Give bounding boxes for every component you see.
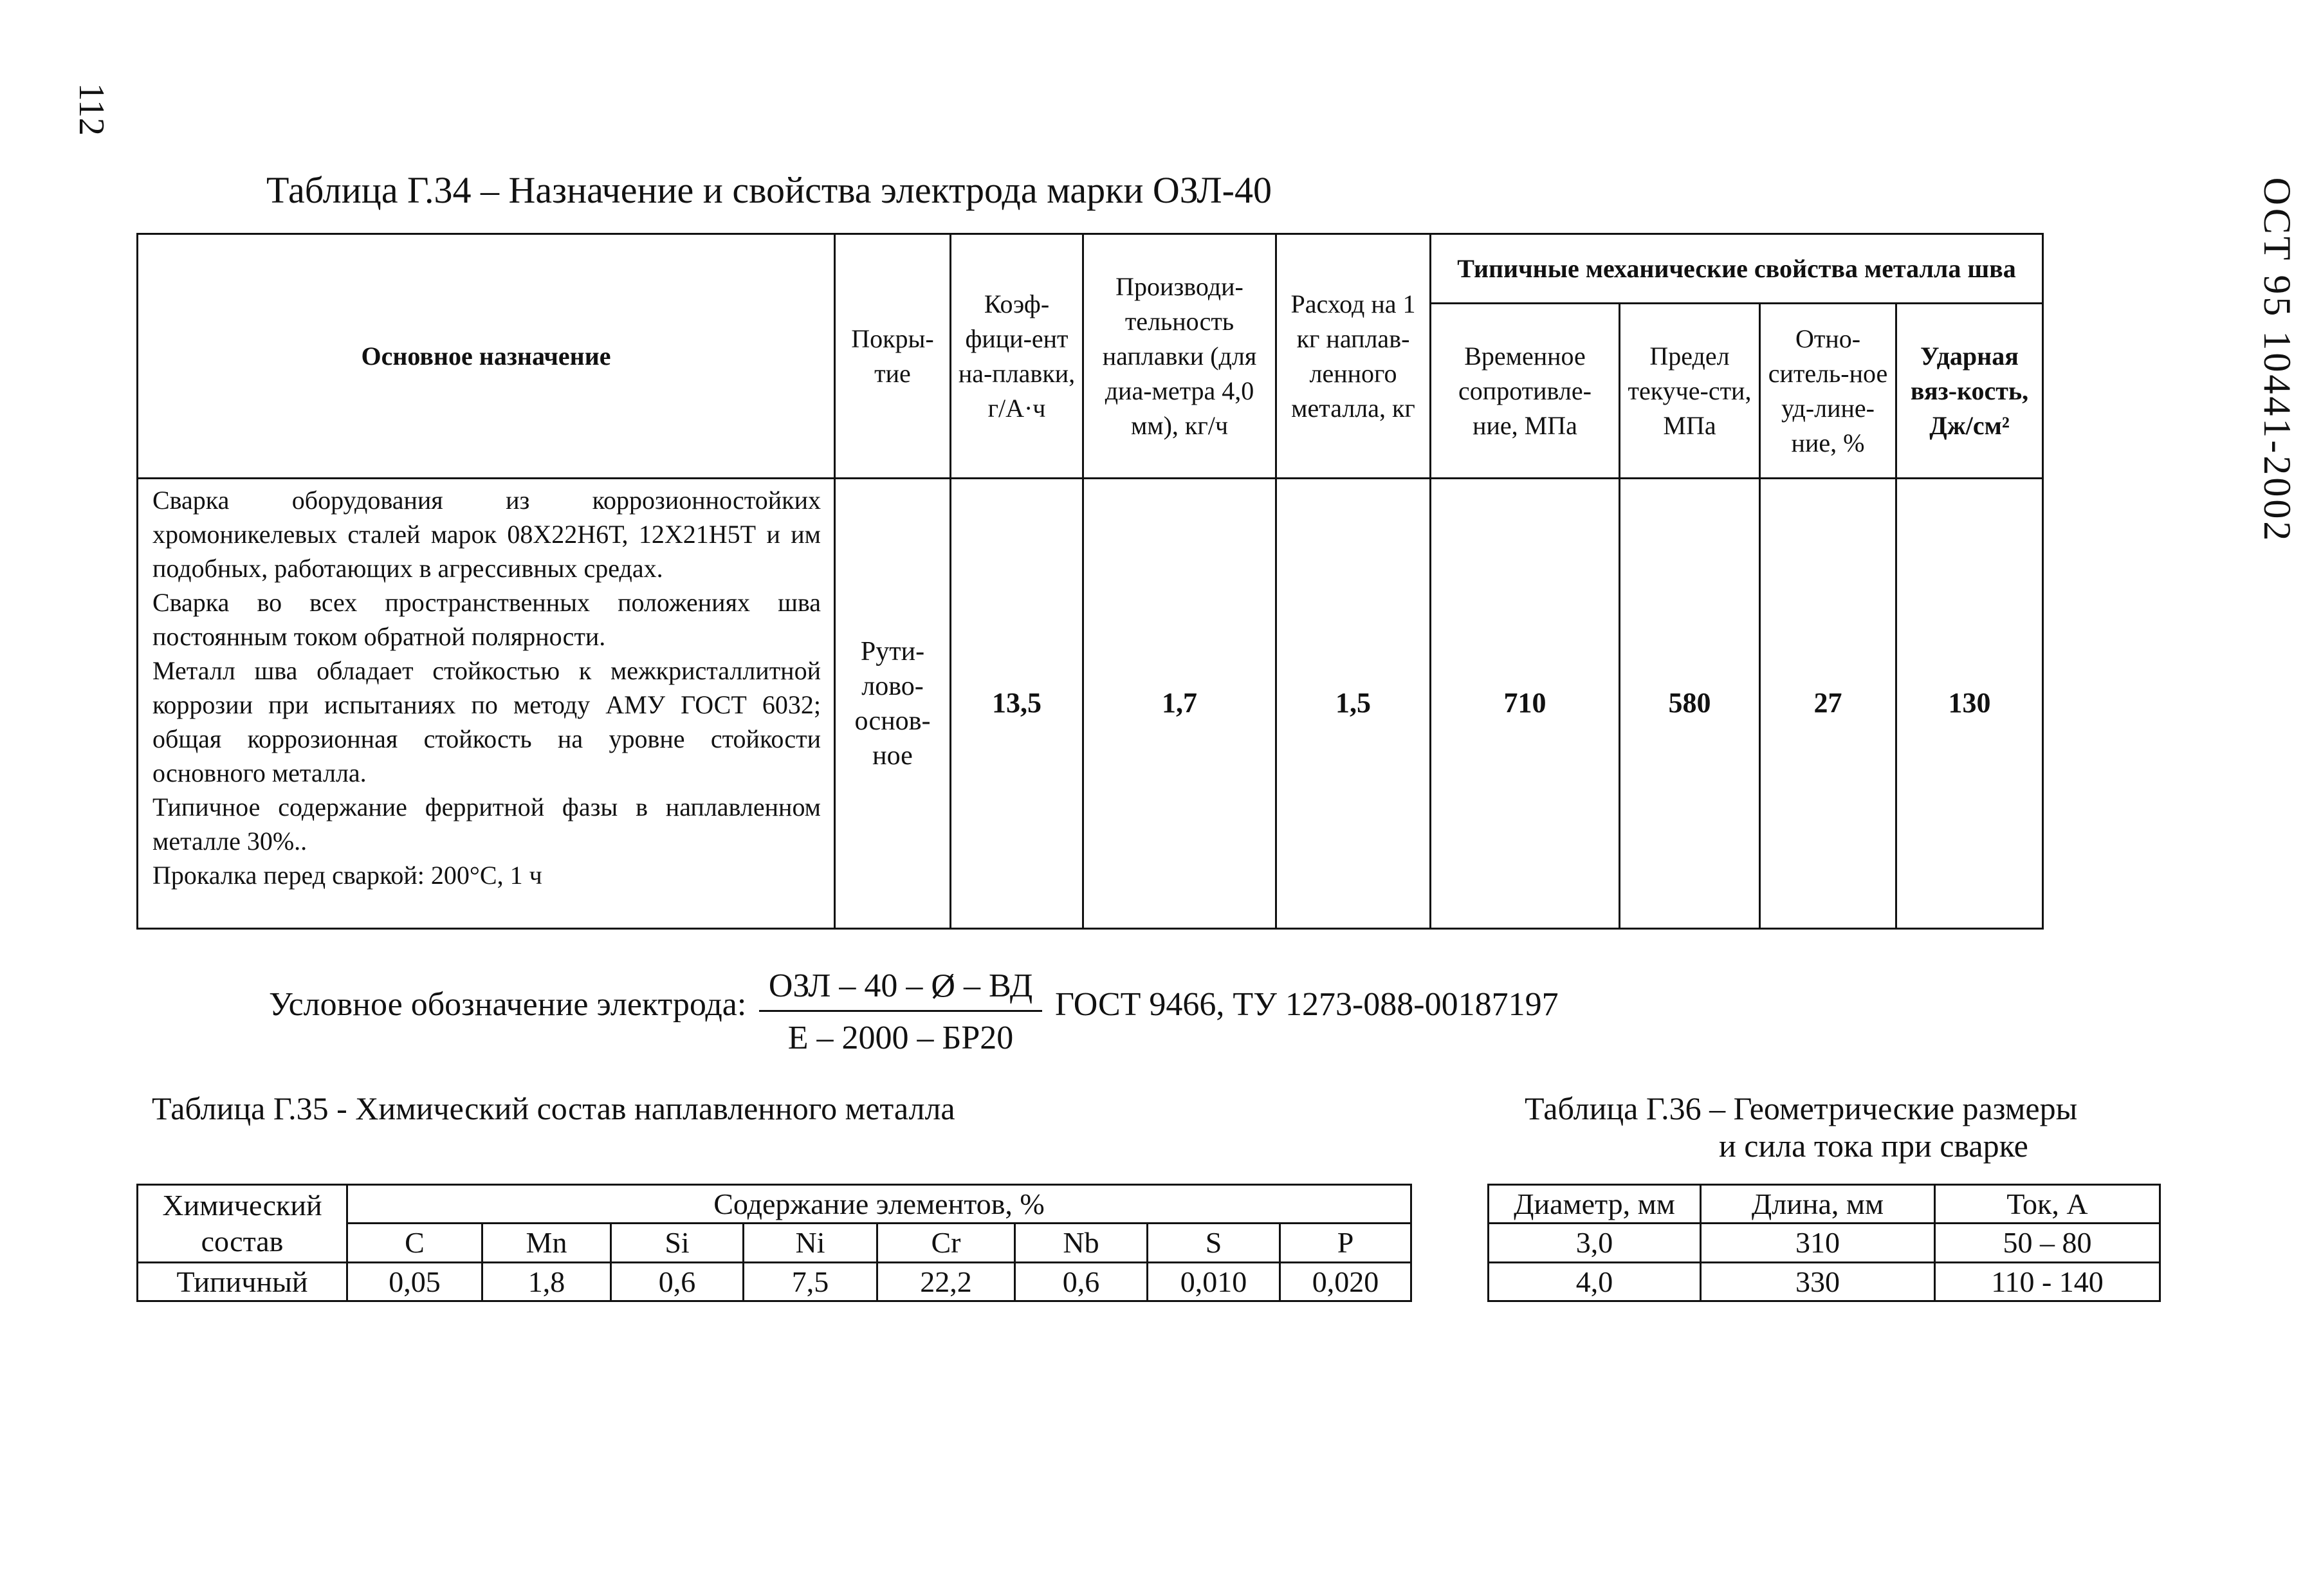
purpose-paragraph: Сварка оборудования из коррозионностойких хромоникелевых сталей марок 08Х22Н6Т, 12Х21Н5Т и им подобных, работающих в агрессивных средах. — [152, 486, 821, 583]
t35-value: 7,5 — [744, 1262, 877, 1301]
value-consumption: 1,5 — [1276, 479, 1431, 929]
t36-cell: 310 — [1701, 1224, 1935, 1262]
designation-numerator — [759, 962, 1042, 1012]
designation-standard: ГОСТ 9466, ТУ 1273-088-00187197 — [1055, 986, 1559, 1023]
value-tensile: 710 — [1431, 479, 1620, 929]
value-productivity: 1,7 — [1083, 479, 1276, 929]
table36 — [1487, 1184, 2161, 1302]
t35-element: Cr — [877, 1224, 1015, 1262]
table34 — [136, 233, 2044, 930]
header-elongation: Отно-ситель-ное уд-лине-ние, % — [1760, 304, 1896, 479]
t35-value: 0,010 — [1148, 1262, 1280, 1301]
t36-cell: 330 — [1701, 1262, 1935, 1301]
t35-value: 0,6 — [1015, 1262, 1148, 1301]
t35-element: Nb — [1015, 1224, 1148, 1262]
t36-header: Диаметр, мм — [1489, 1185, 1701, 1224]
t36-header: Ток, А — [1935, 1185, 2160, 1224]
t35-element: S — [1148, 1224, 1280, 1262]
t35-row-label: Типичный — [138, 1262, 347, 1301]
purpose-paragraph: Металл шва обладает стойкостью к межкристаллитной коррозии при испытаниях по методу АМУ ГОСТ 6032; общая коррозионная стойкость на уровне стойкости основного металла. — [152, 656, 821, 787]
value-coef: 13,5 — [951, 479, 1083, 929]
value-yield: 580 — [1620, 479, 1760, 929]
numerator-part: ОЗЛ – 40 – — [768, 968, 931, 1004]
t36-header: Длина, мм — [1701, 1185, 1935, 1224]
page-number: 112 — [71, 83, 111, 136]
numerator-part: – ВД — [955, 968, 1033, 1004]
t35-value: 22,2 — [877, 1262, 1015, 1301]
header-coef: Коэф-фици-ент на-плавки, г/А·ч — [951, 234, 1083, 479]
t35-header-composition: Химический состав — [138, 1185, 347, 1263]
header-mech-group: Типичные механические свойства металла шва — [1431, 234, 2043, 304]
purpose-paragraph: Прокалка перед сваркой: 200°С, 1 ч — [152, 861, 542, 890]
value-elongation: 27 — [1760, 479, 1896, 929]
phi-symbol: Ø — [931, 962, 955, 1010]
t35-element: Ni — [744, 1224, 877, 1262]
value-impact: 130 — [1896, 479, 2043, 929]
table35 — [136, 1184, 1412, 1302]
header-productivity: Производи-тельность наплавки (для диа-метра 4,0 мм), кг/ч — [1083, 234, 1276, 479]
header-tensile: Временное сопротивле-ние, МПа — [1431, 304, 1620, 479]
t35-element: P — [1280, 1224, 1411, 1262]
header-impact: Ударная вяз-кость, Дж/см² — [1896, 304, 2043, 479]
t35-value: 0,020 — [1280, 1262, 1411, 1301]
table34-caption: Таблица Г.34 – Назначение и свойства электрода марки ОЗЛ-40 — [266, 169, 1272, 211]
header-consumption: Расход на 1 кг наплав-ленного металла, кг — [1276, 234, 1431, 479]
document-code: ОСТ 95 10441-2002 — [2256, 177, 2298, 544]
header-coating: Покры-тие — [835, 234, 951, 479]
t36-cell: 4,0 — [1489, 1262, 1701, 1301]
t36-cell: 50 – 80 — [1935, 1224, 2160, 1262]
t35-header-content: Содержание элементов, % — [347, 1185, 1411, 1224]
designation-denominator: Е – 2000 – БР20 — [787, 1020, 1014, 1056]
table35-caption: Таблица Г.35 - Химический состав наплавленного металла — [152, 1090, 955, 1126]
t35-value: 0,6 — [611, 1262, 744, 1301]
table36-caption-line2: и сила тока при сварке — [1719, 1128, 2028, 1164]
t35-element: Si — [611, 1224, 744, 1262]
designation-label: Условное обозначение электрода: — [269, 986, 747, 1023]
header-yield: Предел текуче-сти, МПа — [1620, 304, 1760, 479]
t35-value: 1,8 — [482, 1262, 611, 1301]
table36-caption-line1: Таблица Г.36 – Геометрические размеры — [1525, 1090, 2078, 1126]
value-coating: Рути-лово-основ-ное — [835, 479, 951, 929]
t35-element: C — [347, 1224, 482, 1262]
t35-element: Mn — [482, 1224, 611, 1262]
t36-cell: 110 - 140 — [1935, 1262, 2160, 1301]
purpose-paragraph: Типичное содержание ферритной фазы в наплавленном металле 30%.. — [152, 793, 821, 856]
purpose-paragraph: Сварка во всех пространственных положениях шва постоянным током обратной полярности. — [152, 588, 821, 651]
header-purpose: Основное назначение — [138, 234, 835, 479]
t35-value: 0,05 — [347, 1262, 482, 1301]
designation-fraction — [759, 962, 1042, 1063]
t36-cell: 3,0 — [1489, 1224, 1701, 1262]
purpose-cell — [138, 479, 835, 929]
